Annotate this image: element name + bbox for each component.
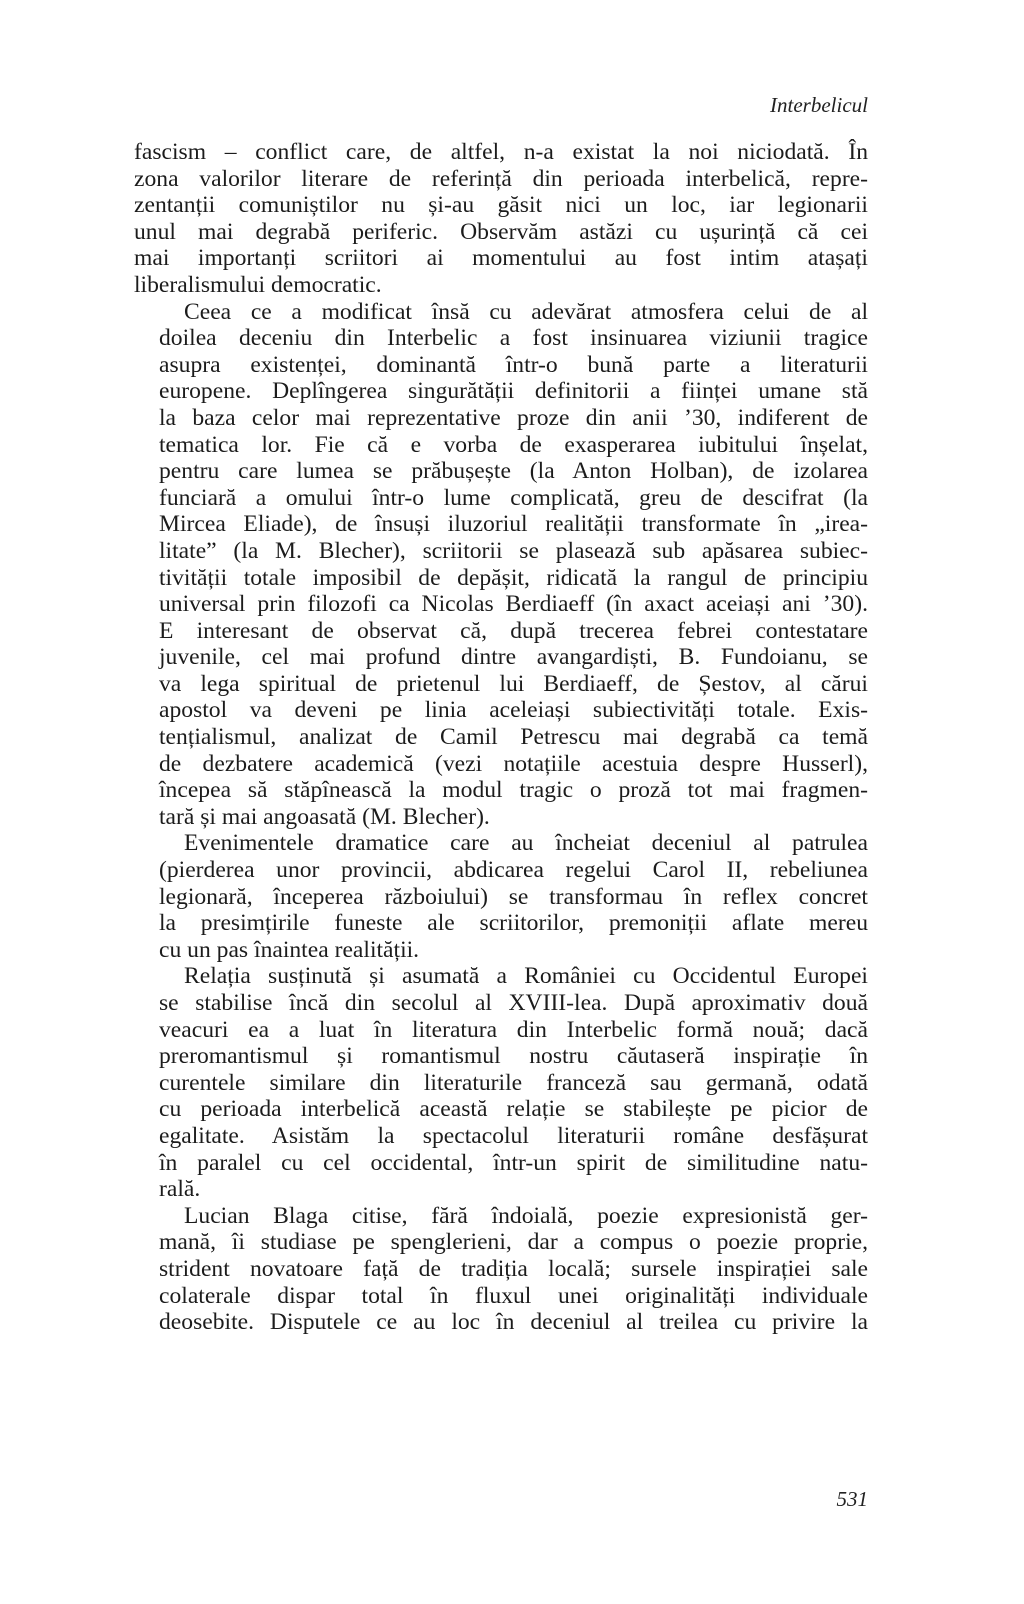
text-line: Mircea Eliade), de însuși iluzoriul realității transformate în „irea- — [159, 511, 868, 538]
text-line: juvenile, cel mai profund dintre avangardiști, B. Fundoianu, se — [159, 644, 868, 671]
paragraph — [134, 830, 868, 963]
text-line: tematica lor. Fie că e vorba de exasperarea iubitului înșelat, — [159, 431, 868, 458]
text-line: tențialismul, analizat de Camil Petrescu mai degrabă ca temă — [159, 724, 868, 751]
text-line: fascism – conflict care, de altfel, n-a existat la noi niciodată. În — [134, 139, 868, 165]
text-line: cu perioada interbelică această relație se stabilește pe picior de — [159, 1096, 868, 1123]
text-line: se stabilise încă din secolul al XVIII-lea. După aproximativ două — [159, 990, 868, 1016]
paragraph — [134, 299, 868, 831]
text-line: doilea deceniu din Interbelic a fost insinuarea viziunii tragice — [159, 325, 868, 352]
text-line: mană, îi studiase pe spenglerieni, dar a compus o poezie proprie, — [159, 1229, 868, 1256]
text-line: funciară a omului într-o lume complicată, greu de descifrat (la — [159, 484, 868, 511]
text-line: curentele similare din literaturile franceză sau germană, odată — [159, 1069, 868, 1096]
text-line: în paralel cu cel occidental, într-un spirit de similitudine natu- — [159, 1149, 868, 1176]
text-line: (pierderea unor provincii, abdicarea regelui Carol II, rebeliunea — [159, 857, 868, 884]
text-line: europene. Deplîngerea singurătății definitorii a ființei umane stă — [159, 378, 868, 405]
text-line: de dezbatere academică (vezi notațiile acestuia despre Husserl), — [159, 750, 868, 777]
text-line: E interesant de observat că, după trecerea febrei contestatare — [159, 617, 868, 644]
text-line: apostol va deveni pe linia aceleiași subiectivități totale. Exis- — [159, 697, 868, 724]
text-line: cu un pas înaintea realității. — [159, 936, 420, 963]
text-line: colaterale dispar total în fluxul unei originalități individuale — [159, 1282, 868, 1309]
body-text — [134, 139, 868, 1336]
text-line: va lega spiritual de prietenul lui Berdiaeff, de Șestov, al cărui — [159, 670, 868, 697]
page-number: 531 — [836, 1487, 868, 1511]
text-line: Evenimentele dramatice care au încheiat deceniul al patrulea — [184, 830, 868, 857]
text-line: Ceea ce a modificat însă cu adevărat atmosfera celui de al — [184, 298, 868, 325]
text-line: preromantismul și romantismul nostru căutaseră inspirație în — [159, 1043, 868, 1070]
text-line: rală. — [159, 1176, 201, 1203]
text-line: la baza celor mai reprezentative proze din anii ’30, indiferent de — [159, 404, 868, 431]
text-line: Lucian Blaga citise, fără îndoială, poezie expresionistă ger- — [184, 1202, 868, 1229]
text-line: la presimțirile funeste ale scriitorilor, premoniții aflate mereu — [159, 910, 868, 937]
text-line: universal prin filozofi ca Nicolas Berdiaeff (în axact aceiași ani ’30). — [159, 591, 868, 618]
text-line: Relația susținută și asumată a României cu Occidentul Europei — [184, 963, 868, 990]
text-line: egalitate. Asistăm la spectacolul literaturii române desfășurat — [159, 1122, 868, 1149]
text-line: unul mai degrabă periferic. Observăm astăzi cu ușurință că cei — [134, 218, 868, 245]
paragraph — [134, 139, 868, 299]
text-line: zona valorilor literare de referință din perioada interbelică, repre- — [134, 165, 868, 192]
text-line: tivității totale imposibil de depășit, ridicată la rangul de principiu — [159, 564, 868, 591]
text-line: deosebite. Disputele ce au loc în deceniul al treilea cu privire la — [159, 1309, 868, 1336]
text-line: legionară, începerea războiului) se transformau în reflex concret — [159, 883, 868, 910]
text-line: litate” (la M. Blecher), scriitorii se plasează sub apăsarea subiec- — [159, 537, 868, 564]
text-line: pentru care lumea se prăbușește (la Anton Holban), de izolarea — [159, 458, 868, 485]
text-line: tară și mai angoasată (M. Blecher). — [159, 803, 490, 830]
text-line: veacuri ea a luat în literatura din Interbelic formă nouă; dacă — [159, 1016, 868, 1043]
text-line: zentanții comuniștilor nu și-au găsit nici un loc, iar legionarii — [134, 192, 868, 219]
text-line: mai importanți scriitori ai momentului au fost intim atașați — [134, 245, 868, 272]
text-line: începea să stăpînească la modul tragic o proză tot mai fragmen- — [159, 777, 868, 804]
paragraph — [134, 1203, 868, 1336]
text-line: strident novatoare față de tradiția locală; sursele inspirației sale — [159, 1255, 868, 1282]
text-line: asupra existenței, dominantă într-o bună parte a literaturii — [159, 351, 868, 378]
paragraph — [134, 963, 868, 1202]
text-line: liberalismului democratic. — [134, 271, 382, 298]
running-head: Interbelicul — [770, 93, 868, 117]
